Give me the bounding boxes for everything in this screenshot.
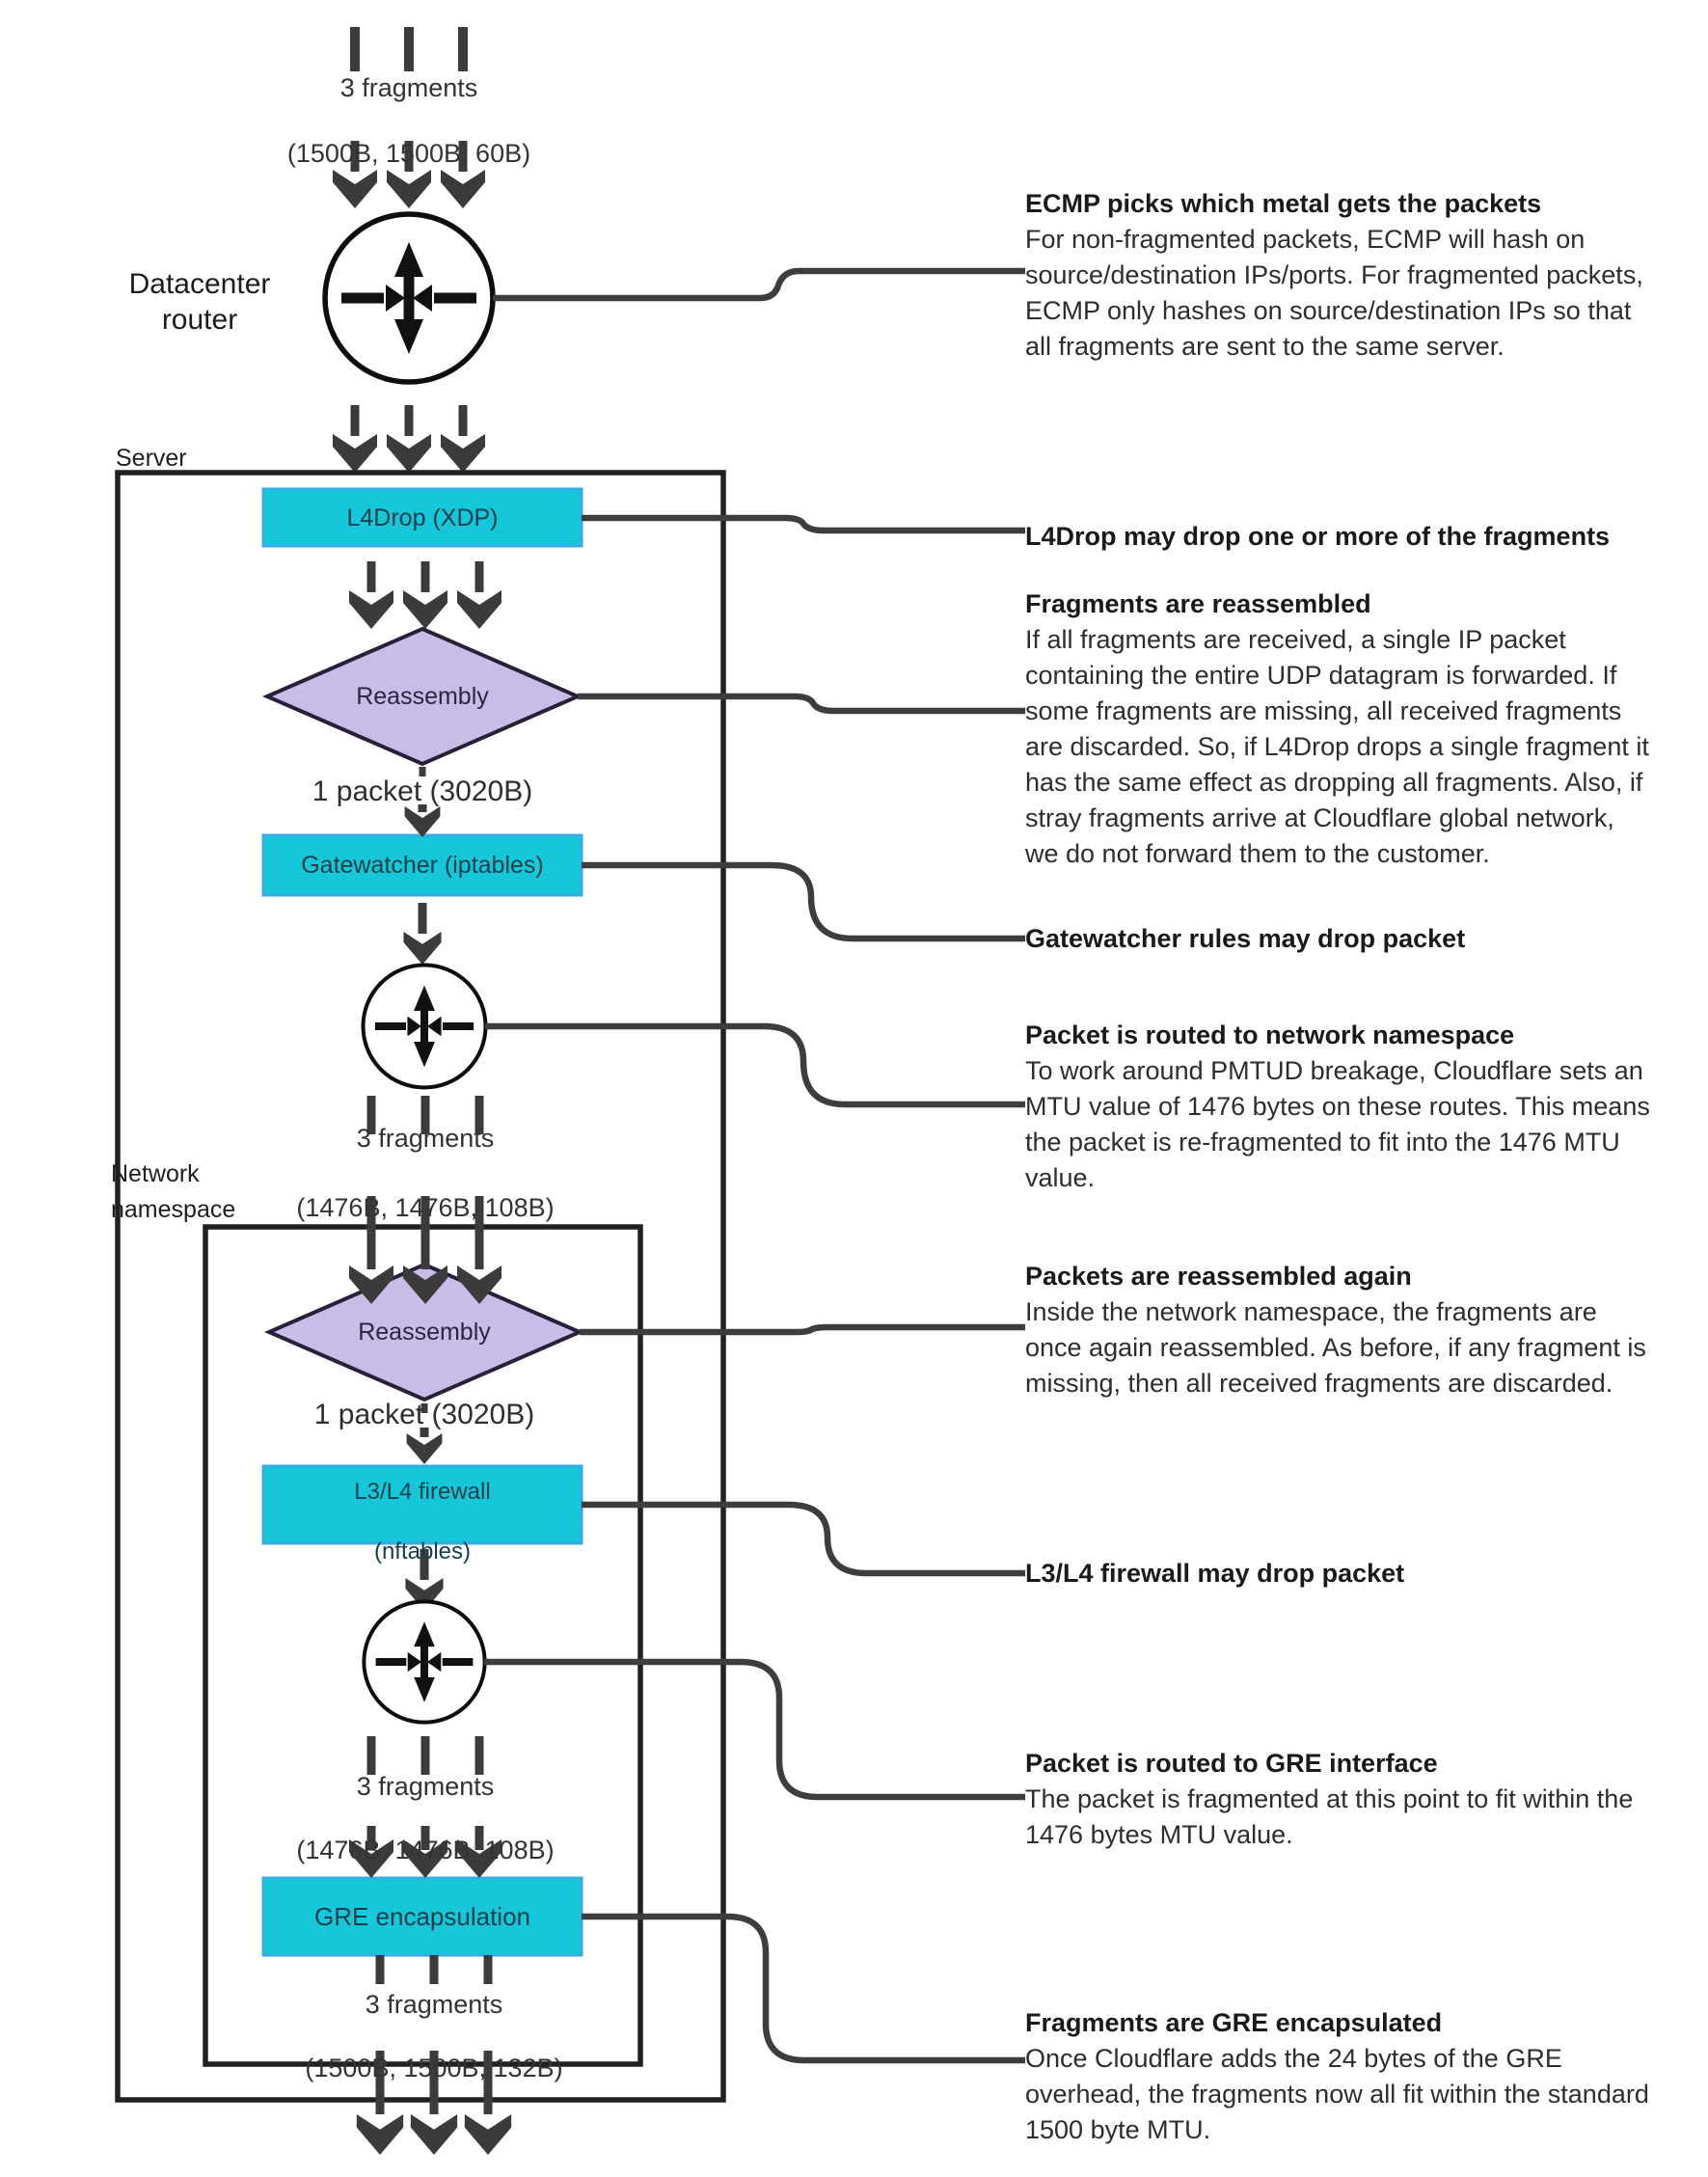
arrow-to-gatewatcher xyxy=(405,804,441,837)
gre-output-stems xyxy=(380,1955,488,1984)
packet-2-label: 1 packet (3020B) xyxy=(313,1399,535,1430)
annotation-title: L4Drop may drop one or more of the fragments xyxy=(1025,522,1611,551)
annotation-title: Packet is routed to GRE interface xyxy=(1025,1749,1438,1778)
gatewatcher-node-label: Gatewatcher (iptables) xyxy=(301,852,544,879)
arrow-to-router2 xyxy=(403,903,441,965)
annotation-title: ECMP picks which metal gets the packets xyxy=(1025,189,1542,218)
firewall-name: L3/L4 firewall xyxy=(354,1479,491,1505)
network-namespace-label: Network namespace xyxy=(111,1160,236,1223)
annotation-body: If all fragments are received, a single IP packet containing the entire UDP datagram is forwarded. If some fragments are missing, all received fragments are discarded. So, if L4Drop drops a single fragment it has the same effect as dropping all fragments. Also, if stray fragments arrive at Cloudflare global network, we do not forward them to the customer. xyxy=(1025,625,1649,868)
gre-node-label: GRE encapsulation xyxy=(313,1902,531,1931)
annotation-ecmp xyxy=(1025,186,1652,365)
annotation-body: Once Cloudflare adds the 24 bytes of the GRE overhead, the fragments now all fit within the standard 1500 byte MTU. xyxy=(1025,2044,1649,2144)
fragment-dashes-3 xyxy=(371,1736,479,1775)
incoming-fragments-dashes xyxy=(355,27,463,71)
annotation-title: Fragments are reassembled xyxy=(1025,589,1371,618)
fragments-count: 3 fragments xyxy=(356,1124,495,1153)
fragments-count: 3 fragments xyxy=(365,1990,503,2019)
firewall-tool: (nftables) xyxy=(373,1538,472,1565)
fragments-count: 3 fragments xyxy=(356,1772,495,1801)
fragments-sizes: (1500B, 1500B, 60B) xyxy=(286,139,531,168)
packet-1-label: 1 packet (3020B) xyxy=(312,776,533,807)
router-icon xyxy=(364,1601,484,1722)
annotation-reassembled xyxy=(1025,586,1652,872)
fragments-after-gatewatcher-label xyxy=(232,1121,618,1225)
annotation-routed-namespace xyxy=(1025,1018,1652,1196)
l3l4-firewall-node-label xyxy=(263,1477,582,1566)
arrows-into-server xyxy=(333,405,485,473)
annotation-title: Packet is routed to network namespace xyxy=(1025,1020,1515,1049)
annotation-reassembled-again xyxy=(1025,1259,1652,1401)
annotation-title: Fragments are GRE encapsulated xyxy=(1025,2008,1443,2037)
arrow-to-firewall xyxy=(407,1428,443,1464)
annotation-gre-interface xyxy=(1025,1746,1652,1853)
datacenter-router-label: Datacenter router xyxy=(128,268,271,336)
annotation-title: Packets are reassembled again xyxy=(1025,1262,1412,1291)
input-fragments-label xyxy=(216,71,602,170)
output-fragments-label xyxy=(241,1989,627,2084)
fragments-before-gre-label xyxy=(232,1771,618,1866)
fragments-count: 3 fragments xyxy=(339,73,478,102)
arrows-l4drop-to-reassembly xyxy=(349,561,502,629)
l4drop-node-label: L4Drop (XDP) xyxy=(346,504,499,531)
server-label: Server xyxy=(116,445,187,472)
annotation-body: The packet is fragmented at this point to fit within the 1476 bytes MTU value. xyxy=(1025,1784,1634,1849)
reassembly-2-label: Reassembly xyxy=(358,1319,491,1346)
annotation-l4drop xyxy=(1025,519,1652,555)
annotation-body: To work around PMTUD breakage, Cloudflare sets an MTU value of 1476 bytes on these routes. This means the packet is re-fragmented to fit into the 1476 MTU value. xyxy=(1025,1056,1650,1192)
fragments-sizes: (1476B, 1476B, 108B) xyxy=(296,1193,555,1222)
annotation-firewall xyxy=(1025,1556,1652,1592)
router-icon xyxy=(363,965,485,1087)
reassembly-1-label: Reassembly xyxy=(356,683,489,710)
fragments-sizes: (1476B, 1476B, 108B) xyxy=(296,1836,555,1864)
annotation-title: Gatewatcher rules may drop packet xyxy=(1025,924,1466,953)
annotation-gre-encapsulated xyxy=(1025,2005,1652,2148)
annotation-body: Inside the network namespace, the fragments are once again reassembled. As before, if any fragment is missing, then all received fragments are discarded. xyxy=(1025,1297,1646,1398)
annotation-body: For non-fragmented packets, ECMP will hash on source/destination IPs/ports. For fragmented packets, ECMP only hashes on source/destination IPs so that all fragments are sent to the same server. xyxy=(1025,225,1643,361)
annotation-gatewatcher xyxy=(1025,921,1652,957)
router-icon xyxy=(325,214,493,382)
annotation-title: L3/L4 firewall may drop packet xyxy=(1025,1559,1405,1588)
fragments-sizes: (1500B, 1500B, 132B) xyxy=(305,2054,563,2082)
